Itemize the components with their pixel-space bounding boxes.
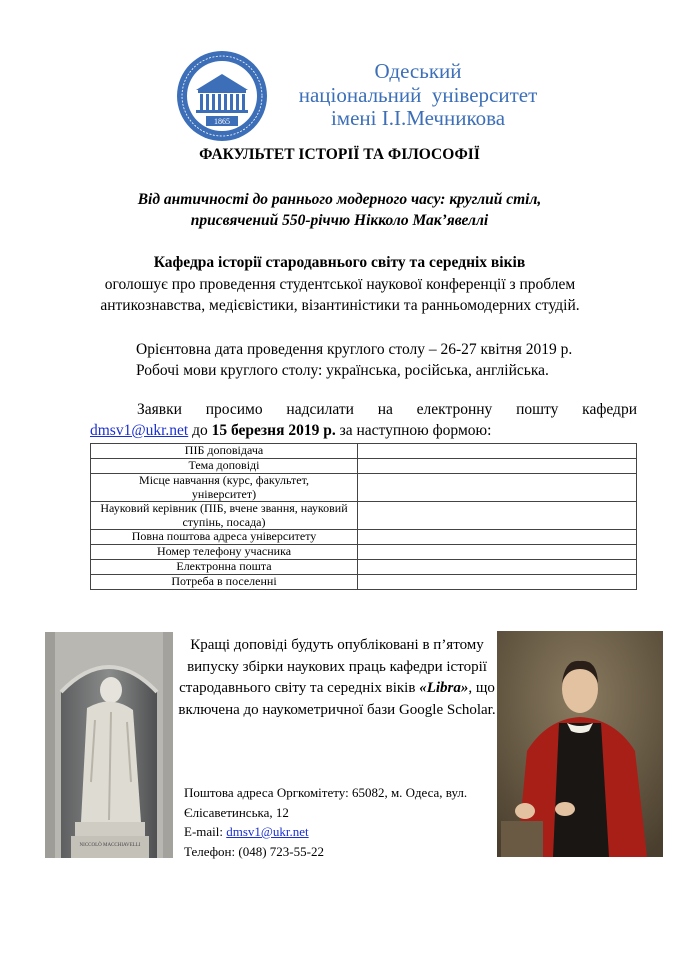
contact-email-link[interactable]: dmsv1@ukr.net bbox=[226, 824, 309, 839]
form-field-value bbox=[358, 444, 637, 459]
department-email-link[interactable]: dmsv1@ukr.net bbox=[90, 422, 189, 439]
contact-email-line bbox=[184, 822, 494, 842]
form-field-label: Повна поштова адреса університету bbox=[91, 530, 358, 545]
university-logo bbox=[176, 50, 268, 142]
university-name bbox=[268, 60, 568, 131]
form-field-label: Науковий керівник (ПІБ, вчене звання, науковий ступінь, посада) bbox=[91, 502, 358, 530]
deadline: 15 березня 2019 р. bbox=[211, 422, 336, 439]
announcement-line-2: антикознавства, медієвістики, візантиністики та ранньомодерних студій. bbox=[100, 297, 580, 314]
working-languages: Робочі мови круглого столу: українська, російська, англійська. bbox=[136, 362, 549, 379]
form-field-label: Місце навчання (курс, факультет, університет) bbox=[91, 474, 358, 502]
form-field-label: Електронна пошта bbox=[91, 560, 358, 575]
table-row bbox=[91, 459, 637, 474]
event-subtitle bbox=[0, 189, 679, 231]
journal-name: «Libra» bbox=[419, 680, 469, 696]
publication-text-2: , що включена до наукометричної бази Google Scholar. bbox=[178, 680, 496, 718]
table-row bbox=[91, 560, 637, 575]
form-field-label: Тема доповіді bbox=[91, 459, 358, 474]
department-title: Кафедра історії стародавнього світу та середніх віків bbox=[153, 254, 526, 271]
application-line-1: Заявки просимо надсилати на електронну пошту кафедри bbox=[137, 401, 637, 418]
publication-note bbox=[178, 635, 496, 721]
form-field-value bbox=[358, 560, 637, 575]
event-date: Орієнтовна дата проведення круглого столу – 26-27 квітня 2019 р. bbox=[136, 341, 573, 358]
form-field-value bbox=[358, 530, 637, 545]
table-row bbox=[91, 444, 637, 459]
application-line-2 bbox=[90, 422, 491, 440]
form-field-label: ПІБ доповідача bbox=[91, 444, 358, 459]
announcement-line-1: оголошує про проведення студентської наукової конференції з проблем bbox=[104, 276, 576, 293]
form-field-label: Потреба в поселенні bbox=[91, 575, 358, 590]
announcement bbox=[90, 274, 590, 316]
form-field-value bbox=[358, 575, 637, 590]
form-field-value bbox=[358, 474, 637, 502]
university-name-line-2: національний університет bbox=[298, 82, 538, 107]
publication-text-1: Кращі доповіді будуть опубліковані в п’ятому випуску збірки наукових праць кафедри історії стародавнього світу та середніх віків bbox=[179, 637, 487, 696]
subtitle-line-1: Від античності до раннього модерного часу: круглий стіл, bbox=[137, 191, 542, 208]
contact-phone: Телефон: (048) 723-55-22 bbox=[184, 843, 324, 859]
form-field-value bbox=[358, 545, 637, 560]
machiavelli-portrait-image bbox=[497, 631, 663, 857]
table-row bbox=[91, 545, 637, 560]
table-row bbox=[91, 474, 637, 502]
form-field-value bbox=[358, 502, 637, 530]
university-name-line-1: Одеський bbox=[374, 59, 462, 83]
application-form-table bbox=[90, 443, 637, 590]
contacts-block bbox=[184, 783, 494, 861]
subtitle-line-2: присвячений 550-річчю Нікколо Мак’явеллі bbox=[190, 212, 489, 229]
deadline-suffix: за наступною формою: bbox=[335, 422, 492, 439]
faculty-title: ФАКУЛЬТЕТ ІСТОРІЇ ТА ФІЛОСОФІЇ bbox=[199, 146, 480, 163]
postal-address: Поштова адреса Оргкомітету: 65082, м. Одеса, вул. Єлісаветинська, 12 bbox=[184, 785, 468, 820]
table-row bbox=[91, 502, 637, 530]
table-row bbox=[91, 575, 637, 590]
machiavelli-statue-image bbox=[45, 632, 173, 858]
email-label: E-mail: bbox=[184, 824, 227, 839]
table-row bbox=[91, 530, 637, 545]
form-field-label: Номер телефону учасника bbox=[91, 545, 358, 560]
form-field-value bbox=[358, 459, 637, 474]
university-name-line-3: імені І.І.Мечникова bbox=[330, 106, 506, 130]
statue-caption: NICCOLÒ MACCHIAVELLI bbox=[79, 843, 141, 848]
logo-year: 1865 bbox=[214, 117, 230, 126]
deadline-prefix: до bbox=[188, 422, 212, 439]
dates-block bbox=[136, 339, 572, 381]
